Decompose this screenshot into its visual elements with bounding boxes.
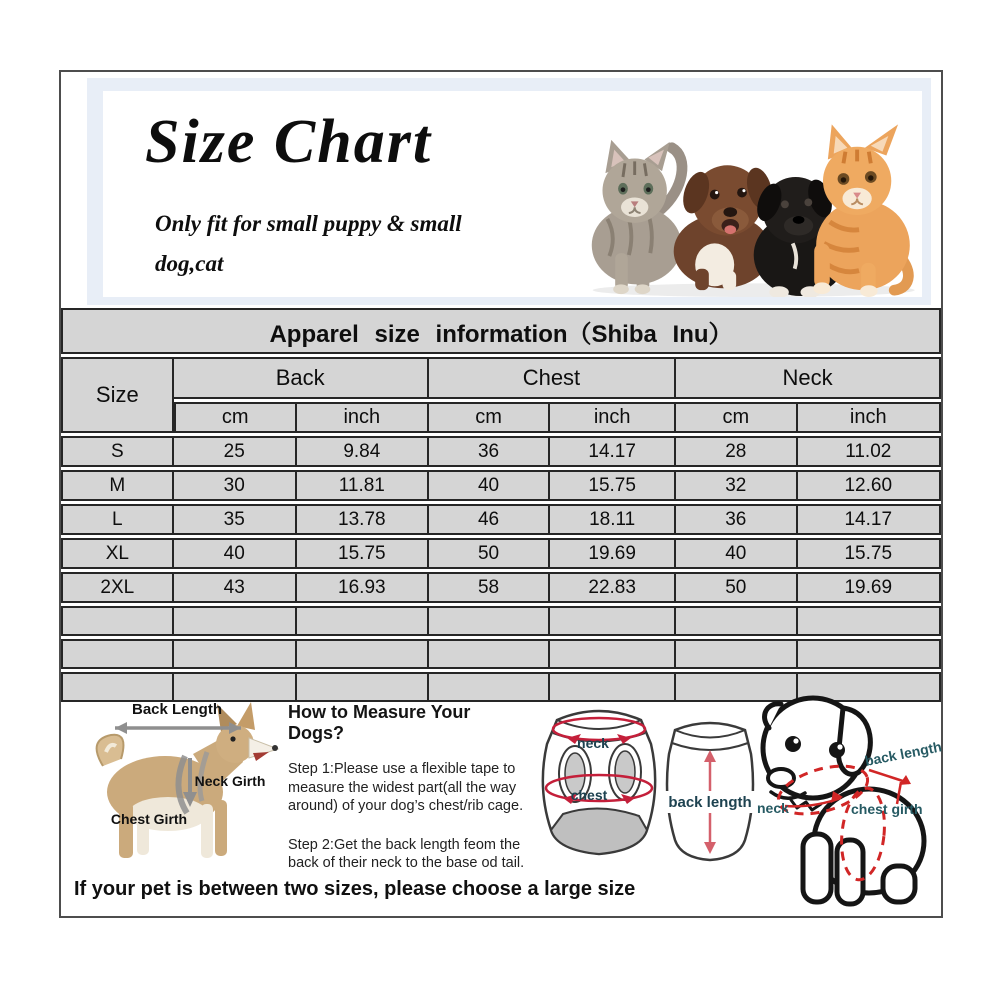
unit-chest-inch: inch [550,402,676,433]
empty-cell [550,639,676,669]
cell-neck-cm: 40 [676,538,797,569]
cell-back-cm: 25 [174,436,297,467]
table-row [61,572,941,603]
pets-photo [564,97,920,297]
group-header-neck: Neck [676,357,941,399]
group-header-back: Back [174,357,429,399]
empty-cell [798,639,941,669]
table-unit-row [61,402,941,433]
puppy-measure-diagram [751,686,943,916]
empty-cell [429,606,550,636]
cell-chest-cm: 36 [429,436,550,467]
cell-size: 2XL [61,572,174,603]
cell-neck-inch: 14.17 [798,504,941,535]
cell-back-inch: 13.78 [297,504,429,535]
cell-neck-inch: 19.69 [798,572,941,603]
cell-back-inch: 15.75 [297,538,429,569]
empty-cell [61,606,174,636]
table-row [61,436,941,467]
vest-neck-label: neck [577,735,609,751]
table-row-empty [61,639,941,669]
cell-chest-inch: 14.17 [550,436,676,467]
empty-cell [550,606,676,636]
size-table [61,305,941,705]
cell-size: S [61,436,174,467]
cell-chest-inch: 18.11 [550,504,676,535]
empty-cell [174,639,297,669]
puppy-neck-label: neck [757,800,789,816]
unit-back-cm: cm [174,402,297,433]
cell-back-inch: 11.81 [297,470,429,501]
unit-neck-inch: inch [798,402,941,433]
table-row [61,470,941,501]
cell-chest-cm: 58 [429,572,550,603]
unit-chest-cm: cm [429,402,550,433]
cell-back-cm: 30 [174,470,297,501]
cell-size: L [61,504,174,535]
vest-chest-label: chest [570,787,608,803]
empty-cell [297,639,429,669]
cell-chest-cm: 46 [429,504,550,535]
cell-back-cm: 35 [174,504,297,535]
unit-back-inch: inch [297,402,429,433]
cell-back-inch: 9.84 [297,436,429,467]
page-subtitle-line2: dog,cat [155,251,224,276]
empty-cell [676,606,797,636]
table-row-empty [61,606,941,636]
cell-neck-inch: 12.60 [798,470,941,501]
cell-chest-inch: 15.75 [550,470,676,501]
gray-kitten-illustration [592,140,682,294]
puppy-chest-girth-label: chest girth [851,801,923,817]
page-subtitle-line1: Only fit for small puppy & small [155,211,462,236]
table-title: Apparel size information（Shiba Inu） [61,308,941,354]
cell-chest-cm: 50 [429,538,550,569]
vest-back-illustration [665,723,755,860]
table-row [61,504,941,535]
cell-neck-cm: 28 [676,436,797,467]
cell-chest-inch: 19.69 [550,538,676,569]
header-card [103,91,922,297]
empty-cell [297,606,429,636]
cell-back-inch: 16.93 [297,572,429,603]
cell-neck-inch: 15.75 [798,538,941,569]
cell-neck-cm: 50 [676,572,797,603]
cell-neck-cm: 36 [676,504,797,535]
table-title-row [61,308,941,354]
dog-chest-girth-label: Chest Girth [110,811,188,827]
cell-size: XL [61,538,174,569]
outer-frame [59,70,943,918]
measure-step-2: Step 2:Get the back length feom the back of their neck to the base od tail. [288,836,525,872]
measure-step-1: Step 1:Please use a flexible tape to measure the widest part(all the way around) of your dog’s chest/rib cage. [288,761,524,815]
table-group-row [61,357,941,399]
how-to-measure-block [288,702,526,893]
how-to-measure-heading: How to Measure Your Dogs? [288,702,471,743]
dog-back-length-label: Back Length [131,701,223,718]
dog-neck-girth-label: Neck Girth [194,773,266,789]
empty-cell [676,639,797,669]
table-row [61,538,941,569]
cell-chest-inch: 22.83 [550,572,676,603]
cell-neck-cm: 32 [676,470,797,501]
empty-cell [429,639,550,669]
group-header-chest: Chest [429,357,676,399]
page-title: Size Chart [145,108,433,176]
vest-front-illustration [543,711,655,854]
cell-back-cm: 43 [174,572,297,603]
cell-chest-cm: 40 [429,470,550,501]
empty-cell [798,606,941,636]
size-corner-header: Size [61,357,174,433]
dog-measure-diagram [73,692,287,870]
puppy-back-length-label: back length [863,738,943,769]
unit-neck-cm: cm [676,402,797,433]
empty-cell [297,672,429,702]
cell-size: M [61,470,174,501]
size-advice-note: If your pet is between two sizes, please choose a large size [74,878,636,900]
header-band [87,78,931,305]
vest-back-length-label: back length [668,794,752,811]
cell-neck-inch: 11.02 [798,436,941,467]
vest-measure-diagram [523,692,771,880]
empty-cell [174,606,297,636]
cell-back-cm: 40 [174,538,297,569]
empty-cell [61,639,174,669]
